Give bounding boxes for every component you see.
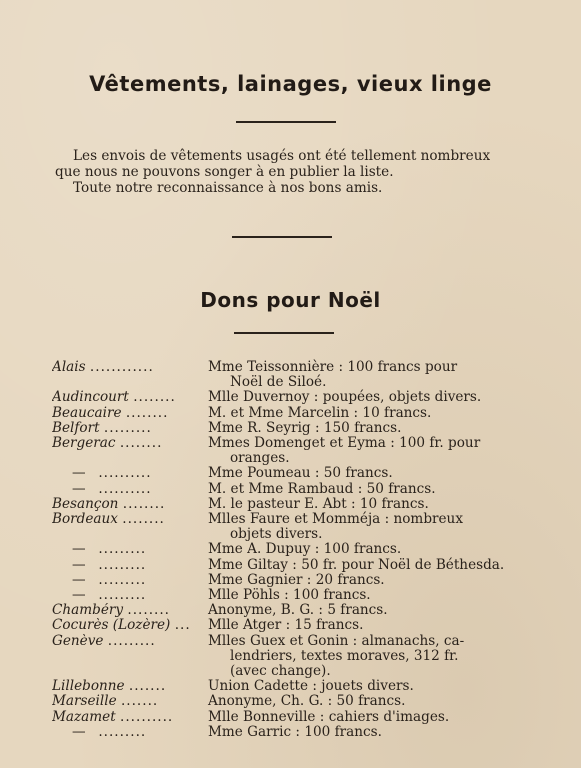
donation-text	[208, 634, 532, 680]
donation-line: Union Cadette : jouets divers.	[208, 678, 414, 695]
donation-line: Anonyme, Ch. G. : 50 francs.	[208, 693, 406, 710]
location-name: Alais	[52, 360, 86, 375]
donor-location	[52, 497, 208, 512]
donation-text	[208, 694, 532, 709]
donation-entry	[52, 588, 532, 603]
leader-dots: ..........	[120, 709, 174, 725]
intro-line: Toute notre reconnaissance à nos bons amis.	[73, 180, 383, 196]
donation-line: oranges.	[230, 450, 290, 467]
donor-location	[52, 360, 208, 390]
leader-dots: ..........	[98, 481, 152, 497]
donation-line: Mme Giltay : 50 fr. pour Noël de Béthesda.	[208, 556, 505, 573]
donation-entry	[52, 497, 532, 512]
location-name: Genève	[52, 633, 104, 649]
donation-text	[208, 497, 532, 512]
donation-line: Mlles Faure et Momméja : nombreux	[208, 511, 463, 528]
donor-location	[52, 390, 208, 405]
donor-location	[52, 542, 208, 557]
divider	[232, 236, 332, 238]
donation-line: Mlle Pöhls : 100 francs.	[208, 587, 371, 604]
location-name: Bordeaux	[52, 512, 118, 528]
donation-line: Mme Gagnier : 20 francs.	[208, 571, 385, 588]
donor-location	[52, 588, 208, 603]
leader-dots: .......	[128, 679, 167, 695]
leader-dots: ..........	[98, 466, 152, 482]
donor-location	[52, 406, 208, 421]
donation-entry	[52, 436, 532, 466]
donation-line: Mlle Atger : 15 francs.	[208, 617, 364, 634]
donation-text	[208, 542, 532, 557]
divider	[236, 121, 336, 123]
donation-entry	[52, 542, 532, 557]
location-name: —	[72, 466, 86, 482]
donation-entry	[52, 360, 532, 390]
donation-text	[208, 573, 532, 588]
donation-entry	[52, 710, 532, 725]
location-name: Mazamet	[52, 709, 116, 725]
donor-location	[52, 482, 208, 497]
donation-text	[208, 679, 532, 694]
donor-location	[52, 694, 208, 709]
leader-dots: ........	[122, 496, 166, 512]
location-name: Beaucaire	[52, 405, 122, 421]
leader-dots: .........	[98, 542, 147, 558]
location-name: Audincourt	[52, 390, 129, 406]
donation-text	[208, 710, 532, 725]
donation-text	[208, 725, 532, 740]
donation-entry	[52, 406, 532, 421]
donation-entry	[52, 390, 532, 405]
donation-entry	[52, 618, 532, 633]
donor-location	[52, 634, 208, 680]
donation-line: M. le pasteur E. Abt : 10 francs.	[208, 495, 429, 512]
location-name: —	[72, 542, 86, 558]
donation-text	[208, 406, 532, 421]
donor-location	[52, 603, 208, 618]
donation-text	[208, 360, 532, 390]
donation-line: Anonyme, B. G. : 5 francs.	[208, 602, 388, 619]
donor-location	[52, 436, 208, 466]
donor-location	[52, 725, 208, 740]
donation-line: Mme R. Seyrig : 150 francs.	[208, 419, 402, 436]
leader-dots: .........	[98, 572, 147, 588]
divider	[234, 332, 334, 334]
donation-entry	[52, 512, 532, 542]
donor-location	[52, 618, 208, 633]
location-name: —	[72, 481, 86, 497]
intro-line: que nous ne pouvons songer à en publier la liste.	[55, 164, 394, 180]
donation-entry	[52, 634, 532, 680]
location-name: Belfort	[52, 420, 100, 436]
donation-line: (avec change).	[230, 663, 331, 680]
donation-text	[208, 618, 532, 633]
donation-text	[208, 421, 532, 436]
leader-dots: .........	[103, 420, 152, 436]
donation-line: M. et Mme Marcelin : 10 francs.	[208, 404, 432, 421]
location-name: Bergerac	[52, 436, 116, 452]
donation-text	[208, 558, 532, 573]
donation-line: Mlle Duvernoy : poupées, objets divers.	[208, 389, 482, 406]
leader-dots: ........	[122, 512, 165, 528]
donation-line: Noël de Siloé.	[230, 374, 327, 391]
leader-dots: .........	[98, 724, 147, 740]
donor-location	[52, 466, 208, 481]
donation-text	[208, 436, 532, 466]
donation-line: Mlles Guex et Gonin : almanachs, ca-	[208, 632, 465, 649]
donation-entry	[52, 466, 532, 481]
location-name: —	[72, 588, 86, 604]
donation-line: Mlle Bonneville : cahiers d'images.	[208, 708, 450, 725]
donation-line: Mme A. Dupuy : 100 francs.	[208, 541, 402, 558]
leader-dots: .........	[98, 588, 147, 604]
donation-entry	[52, 482, 532, 497]
leader-dots: .........	[107, 633, 156, 649]
donation-entry	[52, 558, 532, 573]
donation-line: Mmes Domenget et Eyma : 100 fr. pour	[208, 435, 481, 452]
donation-text	[208, 390, 532, 405]
donation-line: objets divers.	[230, 526, 323, 543]
donation-entry	[52, 573, 532, 588]
donor-location	[52, 679, 208, 694]
location-name: Lillebonne	[52, 679, 125, 695]
donor-location	[52, 558, 208, 573]
donation-line: M. et Mme Rambaud : 50 francs.	[208, 480, 436, 497]
donation-line: lendriers, textes moraves, 312 fr.	[230, 647, 459, 664]
intro-line: Les envois de vêtements usagés ont été tellement nombreux	[73, 148, 491, 164]
donation-list	[52, 360, 532, 740]
donation-text	[208, 512, 532, 542]
leader-dots: ............	[89, 360, 154, 375]
leader-dots: .......	[120, 694, 159, 710]
leader-dots: ........	[119, 436, 163, 452]
donation-entry	[52, 694, 532, 709]
section-title-clothing: Vêtements, lainages, vieux linge	[89, 72, 492, 96]
leader-dots: ........	[125, 405, 169, 421]
location-name: —	[72, 557, 86, 573]
donation-entry	[52, 603, 532, 618]
donation-text	[208, 588, 532, 603]
intro-paragraph	[55, 148, 535, 196]
donation-entry	[52, 725, 532, 740]
leader-dots: ........	[133, 390, 176, 406]
donation-text	[208, 603, 532, 618]
leader-dots: ........	[127, 603, 170, 619]
donor-location	[52, 710, 208, 725]
donor-location	[52, 573, 208, 588]
section-title-christmas: Dons pour Noël	[200, 288, 381, 312]
donation-entry	[52, 679, 532, 694]
donor-location	[52, 512, 208, 542]
donation-text	[208, 482, 532, 497]
leader-dots: .........	[98, 557, 147, 573]
donation-entry	[52, 421, 532, 436]
location-name: Marseille	[52, 694, 117, 710]
location-name: —	[72, 724, 86, 740]
donation-line: Mme Teissonnière : 100 francs pour	[208, 359, 458, 375]
location-name: Besançon	[52, 496, 119, 512]
donation-line: Mme Poumeau : 50 francs.	[208, 465, 393, 482]
location-name: —	[72, 572, 86, 588]
donor-location	[52, 421, 208, 436]
donation-line: Mme Garric : 100 francs.	[208, 723, 382, 740]
donation-text	[208, 466, 532, 481]
location-name: Chambéry	[52, 603, 124, 619]
leader-dots: ...	[174, 618, 191, 634]
location-name: Cocurès (Lozère)	[52, 618, 171, 634]
